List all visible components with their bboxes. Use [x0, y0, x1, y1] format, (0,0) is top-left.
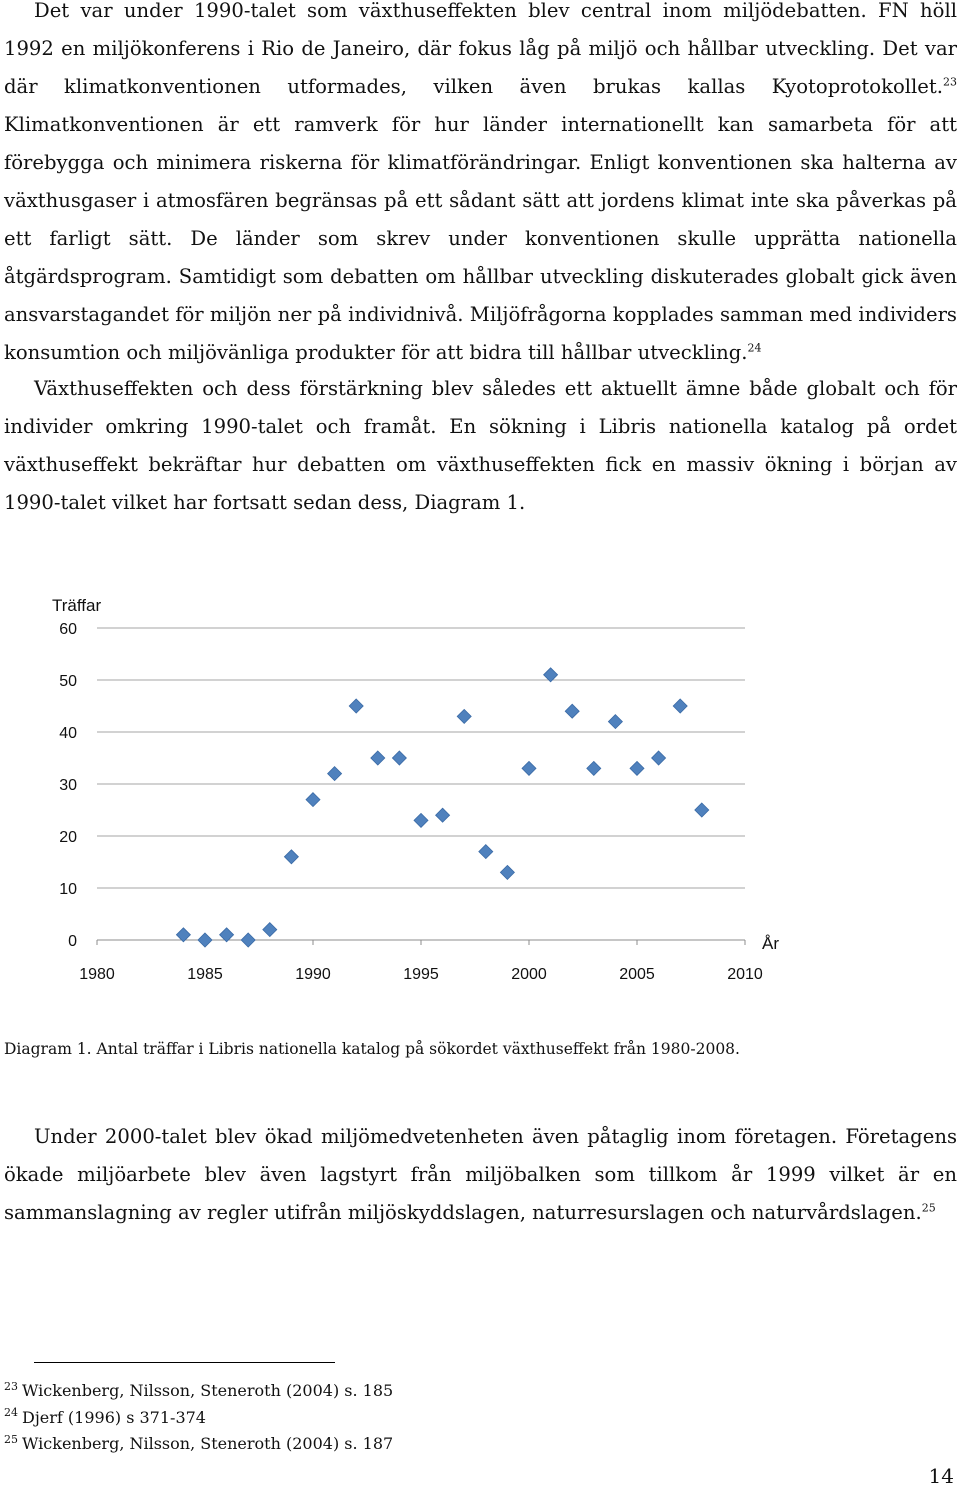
footnote-divider — [34, 1362, 335, 1363]
footnote-number: 24 — [4, 1406, 18, 1420]
data-point — [673, 699, 687, 713]
paragraph-text: Det var under 1990-talet som växthuseffekten blev central inom miljödebatten. FN höll 1992 en miljökonferens i Rio de Janeiro, där fokus låg på miljö och hållbar utveckling. Det var där klimatkonventionen utformades, vilken även brukas kallas Kyotoprotokollet. — [4, 0, 957, 98]
footnote-ref[interactable]: 24 — [747, 341, 762, 355]
data-point — [500, 865, 514, 879]
data-point — [630, 761, 644, 775]
y-tick-label: 30 — [59, 777, 77, 794]
data-point — [587, 761, 601, 775]
footnote-item — [4, 1405, 393, 1432]
figure-caption: Diagram 1. Antal träffar i Libris nationella katalog på sökordet växthuseffekt från 1980-2008. — [4, 1040, 740, 1058]
data-point — [284, 850, 298, 864]
data-point — [328, 767, 342, 781]
data-point — [608, 715, 622, 729]
data-point — [198, 933, 212, 947]
y-tick-label: 20 — [59, 829, 77, 846]
x-tick-label: 1985 — [187, 966, 223, 983]
footnote-text: Wickenberg, Nilsson, Steneroth (2004) s. 185 — [22, 1381, 394, 1400]
y-tick-label: 60 — [59, 621, 77, 638]
paragraph-text: Under 2000-talet blev ökad miljömedvetenheten även påtaglig inom företagen. Företagens ökade miljöarbete blev även lagstyrt från miljöbalken som tillkom år 1999 vilket är en sammanslagning av regler utifrån miljöskyddslagen, naturresurslagen och naturvårdslagen. — [4, 1125, 957, 1224]
footnote-number: 23 — [4, 1379, 18, 1393]
data-point — [436, 808, 450, 822]
scatter-chart — [0, 580, 820, 1000]
data-point — [414, 813, 428, 827]
footnote-ref[interactable]: 23 — [943, 75, 957, 89]
y-tick-label: 0 — [68, 933, 77, 950]
paragraph-text: Växthuseffekten och dess förstärkning blev således ett aktuellt ämne både globalt och för individer omkring 1990-talet och framåt. En sökning i Libris nationella katalog på ordet växthuseffekt bekräftar hur debatten om växthuseffekten fick en massiv ökning i början av 1990-talet vilket har fortsatt sedan dess, Diagram 1. — [4, 377, 957, 514]
data-point — [479, 845, 493, 859]
x-tick-label: 1995 — [403, 966, 439, 983]
data-point — [565, 704, 579, 718]
x-tick-label: 1990 — [295, 966, 331, 983]
data-point — [371, 751, 385, 765]
footnote-list — [4, 1378, 393, 1458]
data-point — [652, 751, 666, 765]
footnote-text: Wickenberg, Nilsson, Steneroth (2004) s. 187 — [22, 1434, 394, 1453]
data-point — [392, 751, 406, 765]
y-tick-label: 40 — [59, 725, 77, 742]
x-tick-label: 2010 — [727, 966, 763, 983]
data-point — [457, 709, 471, 723]
y-tick-label: 50 — [59, 673, 77, 690]
footnote-ref[interactable]: 25 — [921, 1201, 936, 1215]
x-tick-label: 1980 — [79, 966, 115, 983]
y-tick-label: 10 — [59, 881, 77, 898]
footnote-text: Djerf (1996) s 371-374 — [22, 1407, 206, 1427]
body-paragraph-2 — [4, 370, 957, 522]
data-point — [522, 761, 536, 775]
footnote-number: 25 — [4, 1432, 18, 1446]
footnote-item — [4, 1378, 393, 1405]
data-point — [241, 933, 255, 947]
footnote-item — [4, 1431, 393, 1458]
body-paragraph-3 — [4, 1118, 957, 1232]
x-tick-label: 2005 — [619, 966, 655, 983]
data-point — [349, 699, 363, 713]
page-number: 14 — [928, 1464, 954, 1488]
x-tick-label: 2000 — [511, 966, 547, 983]
paragraph-text: Klimatkonventionen är ett ramverk för hur länder internationellt kan samarbeta för att förebygga och minimera riskerna för klimatförändringar. Enligt konventionen ska halterna av växthusgaser i atmosfären begränsas på ett sådant sätt att jordens klimat inte ska påverkas på ett farligt sätt. De länder som skrev under konventionen skulle upprätta nationella åtgärdsprogram. Samtidigt som debatten om hållbar utveckling diskuterades globalt gick även ansvarstagandet för miljön ner på individnivå. Miljöfrågorna kopplades samman med individers konsumtion och miljövänliga produkter för att bidra till hållbar utveckling. — [4, 113, 957, 364]
body-paragraph-1 — [4, 0, 957, 372]
y-axis-title: Träffar — [52, 596, 102, 615]
data-point — [695, 803, 709, 817]
data-point — [263, 923, 277, 937]
x-axis-title: År — [762, 934, 779, 953]
data-point — [306, 793, 320, 807]
